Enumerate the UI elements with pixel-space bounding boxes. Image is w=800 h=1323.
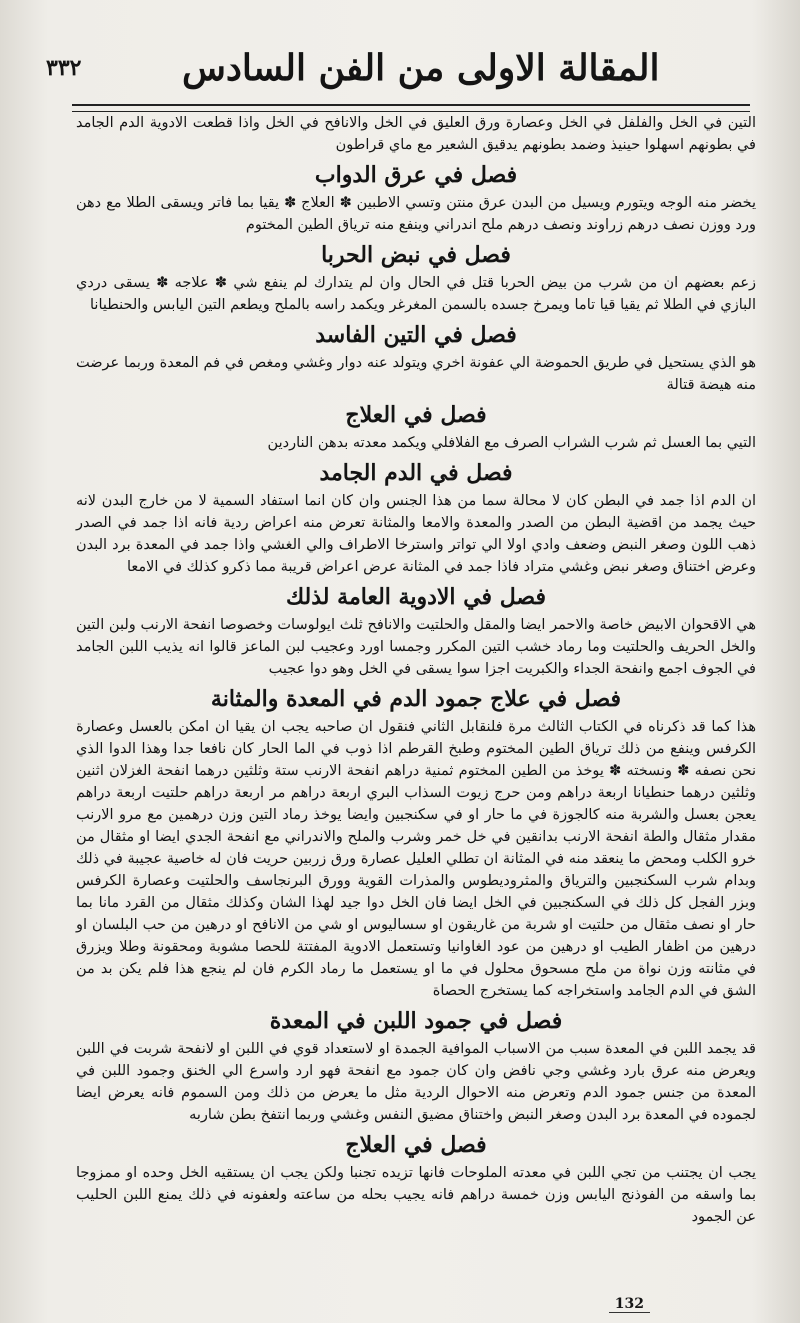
section-heading: فصل في جمود اللبن في المعدة	[269, 1008, 563, 1034]
paragraph: التين في الخل والفلفل في الخل وعصارة ورق العليق في الخل والانافح في الخل واذا قطعت الادوية الدم الجامد في بطونهم اسهلوا حينيذ وضمد بطونهم يدقيق الشعير مع ماي قراطون	[76, 115, 756, 153]
section-heading: فصل في الادوية العامة لذلك	[286, 584, 546, 610]
section-heading: فصل في نبض الحربا	[321, 242, 511, 268]
running-head: المقالة الاولى من الفن السادس	[181, 47, 660, 89]
section-heading: فصل في التين الفاسد	[315, 322, 517, 348]
paragraph: يخضر منه الوجه ويتورم ويسيل من البدن عرق منتن وتسي الاطبين ✽ العلاج ✽ يقيا بما فاتر ويسقى الطلا مع دهن ورد ووزن نصف درهم زراوند ونصف درهم ملح اندراني وينفع منه ترياق الطين المختوم	[76, 195, 756, 233]
section-heading: فصل في الدم الجامد	[319, 460, 513, 486]
paragraph: ان الدم اذا جمد في البطن كان لا محالة سما من هذا الجنس وان كان انما استفاد السمية لا من خارج البدن لانه حيث يجمد من اقضية البطن من الصدر والمعدة والامعا والمثانة تعرض منه اعراض ردية فانه اذا جمد في الصدر ذهب اللون وصغر النبض وضعف وادي اولا الي تواتر واسترخا الاطراف والي الغشي واذا جمد في المعدة برد البدن وعرض اختناق وصغر نبض وغشي متراد فاذا جمد في المثانة عرض اعراض قريبة مما ذكرو كذلك في الامعا	[76, 493, 756, 575]
paragraph: التيي بما العسل ثم شرب الشراب الصرف مع الفلافلي ويكمد معدته بدهن الناردين	[267, 435, 756, 451]
paragraph: هو الذي يستحيل في طريق الحموضة الي عفونة اخري ويتولد عنه دوار وغشي ومغص في فم المعدة وربما عرضت منه هيضة قتالة	[76, 355, 756, 393]
paragraph: هذا كما قد ذكرناه في الكتاب الثالث مرة فلنقابل الثاني فنقول ان صاحبه يجب ان يقيا ان امكن بالعسل وعصارة الكرفس وينفع من ذلك ترياق الطين المختوم وطبخ القرطم اذا ذوب في الما الحار كان نافعا جدا وهذا الدوا الذي نحن نصفه ✽ ونسخته ✽ يوخذ من الطين المختوم ثمنية دراهم انفحة الارنب ستة وثلثين درهما انفحة الغزلان اثنين وثلثين درهما حنطيانا اربعة دراهم ومن حرج زيوت السذاب البري اربعة دراهم مر اربعة دراهم حلتيت اربعة دراهم يعجن بعسل والشربة منه كالجوزة في ما حار او في سكنجبين وايضا يوخذ رماد التين وزن درهمين مع مرو الارنب مقدار مثقال والطة انفحة الارنب بدانقين في خل خمر وشرب والملح والاندراني مع انفحة الجدي ايضا او مثقال من خرو الكلب ومحض ما ينعقد منه في المثانة ان تطلي العليل عصارة ورق زربين حريت فان له خاصية عجيبة في ذلك وبدام شرب السكنجبين والترياق والمثروديطوس والمذرات القوية وورق البرنجاسف والحلتيت وعصارة الكرفس وبزر الفجل كل ذلك في السكنجبين في الخل ايضا فان الخل دوا جيد لهذا الشان وكذلك مثقال من القرد مانا بما حار او نصف مثقال من حلتيت او شربة من غاريقون او سساليوس او شي من الانافح او درهين من حب البلسان او درهين من اظفار الطيب او درهين من عود الغاوانيا وتستعمل الادوية المفتتة للحصا مشوبة ومحقونة وطلا ويزرق في مثانته وزن نواة من ملح مسحوق محلول في ما او يستعمل ما رماد الكرم فان لم ينجع هذا فلم يكن بد من الشق في الدم الجامد واستخراجه كما يستخرج الحصاة	[76, 719, 756, 999]
paragraph: زعم بعضهم ان من شرب من بيض الحربا قتل في الحال وان لم يتدارك لم ينفع شي ✽ علاجه ✽ يسقى دردي البازي في الطلا ثم يقيا قيا تاما ويمرخ جسده بالسمن المغرغر ويكمد راسه بالملح ويطعم التين اليابس والحنطيانا	[76, 275, 756, 313]
paragraph: هي الاقحوان الابيض خاصة والاحمر ايضا والمقل والحلتيت والانافح ثلث ايولوسات وخصوصا انفحة الارنب ولبن التين والخل الحريف والحلتيت وما رماد خشب التين المكرر وجمسا اورد وعجيب لبن الماعز قالوا انه يذيب اللبن الجامد في الجوف اجمع وانفحة الجداء والكبريت اجزا سوا يسقى في الخل وهو دوا عجيب	[76, 617, 756, 677]
page-header	[40, 38, 760, 98]
paragraph: يجب ان يجتنب من تجي اللبن في معدته الملوحات فانها تزيده تجنبا ولكن يجب ان يستقيه الخل وحده او ممزوجا بما واسقه من الفوذنج اليابس وزن خمسة دراهم فانه يجيب بحله من ساعته ولعفونه في ذلك يمنع اللبن الحليب عن الجمود	[76, 1165, 756, 1225]
paragraph: قد يجمد اللبن في المعدة سبب من الاسباب الموافية الجمدة او لاستعداد قوي في اللبن او لانفحة شربت في اللبن ويعرض منه عرق بارد وغشي وجي نافض وان كان جمود مع انفحة فهو ارد واسرع الي الخنق وجمود اللبن في المعدة من جنس جمود الدم وتعرض منه الاحوال الردية مثل ما يعرض من ذلك ومن السموم فانه يعرض ايضا لجموده في المعدة برد البدن وصغر النبض واختناق مضيق النفس وغشي وربما انتفخ بطن شاربه	[76, 1041, 756, 1123]
section-heading: فصل في العلاج	[345, 1132, 487, 1158]
section-heading: فصل في علاج جمود الدم في المعدة والمثانة	[210, 686, 622, 712]
text-body	[76, 112, 756, 1283]
section-heading: فصل في عرق الدواب	[314, 162, 518, 188]
folio-top: ٣٣٢	[46, 55, 82, 81]
section-heading: فصل في العلاج	[345, 402, 487, 428]
page-number: 132	[609, 1296, 650, 1313]
header-rule	[72, 104, 750, 112]
